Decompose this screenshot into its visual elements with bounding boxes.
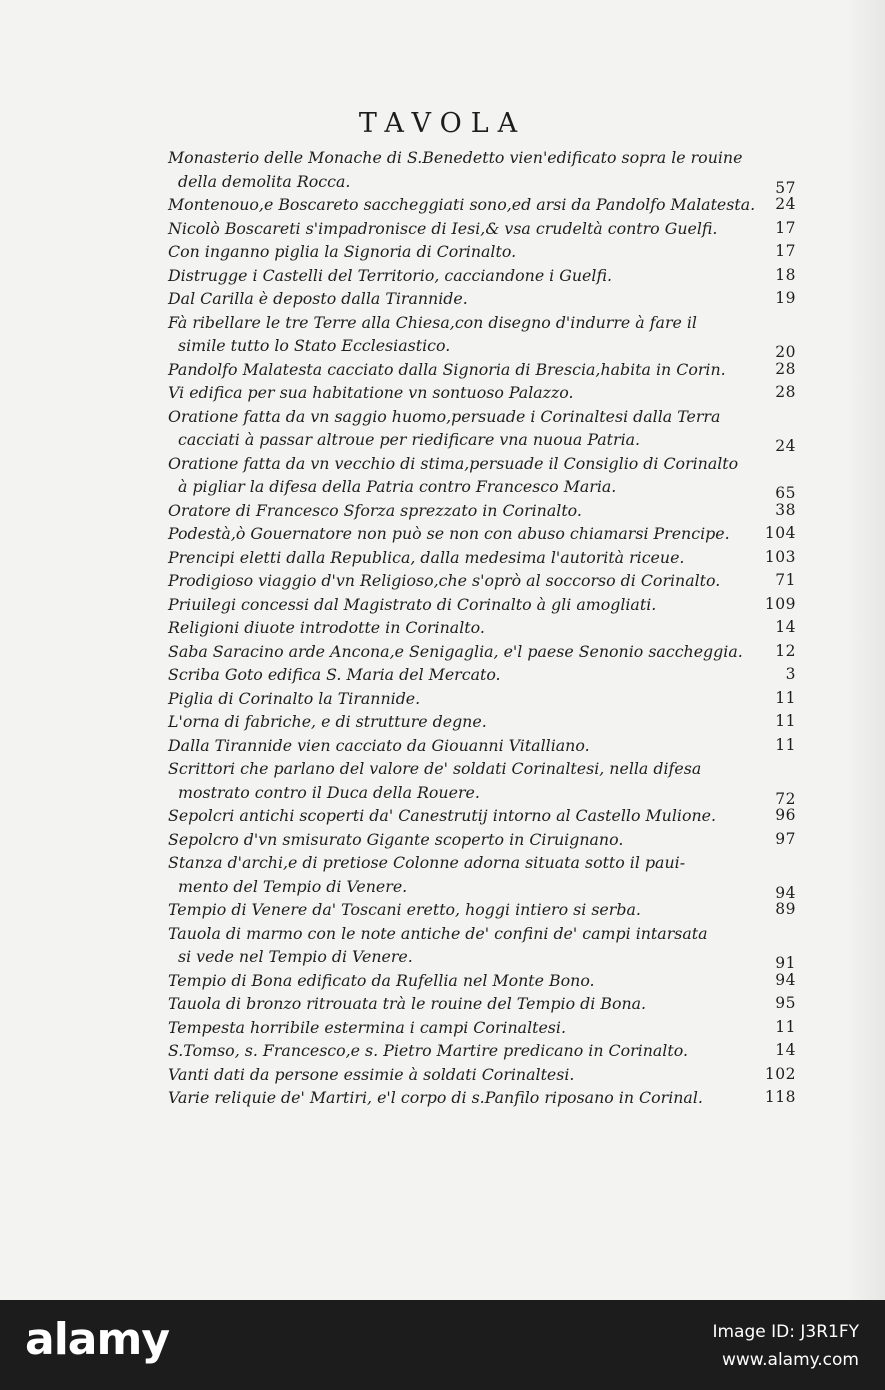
entry-text: Nicolò Boscareti s'impadronisce di Iesi,& vsa crudeltà contro Guelfi. — [168, 218, 718, 238]
index-entry — [168, 992, 796, 1016]
entry-page-number: 14 — [775, 1041, 796, 1059]
entry-text: Podestà,ò Gouernatore non può se non con abuso chiamarsi Prencipe. — [168, 524, 730, 543]
index-entry — [168, 287, 796, 311]
entry-text: Montenouo,e Boscareto saccheggiati sono,ed arsi da Pandolfo Malatesta. — [168, 195, 756, 214]
entry-text-continuation: cacciati à passar altroue per riedificare vna nuoua Patria. — [178, 430, 641, 449]
entry-page-number: 97 — [775, 829, 796, 848]
entry-text: Pandolfo Malatesta cacciato dalla Signoria di Brescia,habita in Corin. — [168, 359, 726, 379]
entry-text: Tempio di Venere da' Toscani eretto, hoggi intiero si serba. — [168, 900, 641, 919]
index-list — [168, 146, 796, 1110]
entry-text: Religioni diuote introdotte in Corinalto. — [168, 618, 485, 637]
entry-page-number: 102 — [764, 1064, 796, 1083]
entry-page-number: 89 — [775, 900, 796, 918]
page-title: TAVOLA — [358, 108, 527, 139]
entry-page-number: 18 — [775, 265, 796, 284]
entry-page-number: 109 — [764, 594, 796, 613]
entry-page-number: 11 — [775, 735, 796, 754]
index-entry — [168, 851, 796, 902]
index-entry — [168, 405, 796, 455]
entry-page-number: 104 — [764, 524, 796, 542]
entry-page-number: 17 — [775, 218, 796, 237]
entry-text: Saba Saracino arde Ancona,e Senigaglia, e'l paese Senonio saccheggia. — [168, 641, 743, 661]
index-entry — [168, 569, 796, 593]
entry-text: Distrugge i Castelli del Territorio, cacciandone i Guelfi. — [168, 265, 613, 285]
entry-text: L'orna di fabriche, e di strutture degne. — [168, 712, 487, 731]
entry-text: Prodigioso viaggio d'vn Religioso,che s'oprò al soccorso di Corinalto. — [168, 571, 721, 590]
index-entry — [168, 898, 796, 922]
entry-text: Dalla Tirannide vien cacciato da Giouanni Vitalliano. — [168, 735, 590, 755]
entry-text-continuation: à pigliar la difesa della Patria contro Francesco Maria. — [178, 477, 617, 496]
index-entry — [168, 311, 796, 361]
entry-text: Oratione fatta da vn vecchio di stima,persuade il Consiglio di Corinalto — [168, 453, 739, 473]
brand-logo: alamy — [25, 1314, 169, 1365]
index-entry — [168, 193, 796, 217]
entry-text: Tauola di bronzo ritrouata trà le rouine del Tempio di Bona. — [168, 994, 647, 1013]
index-entry — [168, 804, 796, 828]
index-entry — [168, 593, 796, 617]
entry-page-number: 19 — [775, 289, 796, 307]
entry-text: Fà ribellare le tre Terre alla Chiesa,con disegno d'indurre à fare il — [168, 312, 697, 332]
index-entry — [168, 687, 796, 711]
entry-page-number: 103 — [764, 547, 796, 566]
index-entry — [168, 1063, 796, 1087]
image-id-label: Image ID: J3R1FY — [712, 1322, 859, 1342]
entry-page-number: 95 — [775, 994, 796, 1012]
entry-page-number: 20 — [775, 343, 796, 361]
entry-page-number: 94 — [775, 883, 796, 902]
entry-text: Sepolcro d'vn smisurato Gigante scoperto in Ciruignano. — [168, 829, 624, 849]
entry-text: Vi edifica per sua habitatione vn sontuoso Palazzo. — [168, 383, 574, 402]
entry-text: Con inganno piglia la Signoria di Corinalto. — [168, 242, 517, 261]
entry-text-continuation: mento del Tempio di Venere. — [178, 876, 408, 896]
entry-page-number: 24 — [775, 437, 796, 455]
entry-page-number: 3 — [785, 665, 796, 683]
entry-page-number: 57 — [775, 178, 796, 197]
watermark-footer — [0, 1300, 885, 1390]
index-entry — [168, 757, 796, 808]
entry-page-number: 38 — [775, 500, 796, 519]
entry-page-number: 28 — [775, 359, 796, 378]
site-url: www.alamy.com — [721, 1350, 859, 1370]
index-entry — [168, 640, 796, 664]
entry-text: Vanti dati da persone essimie à soldati Corinaltesi. — [168, 1064, 575, 1084]
entry-page-number: 24 — [775, 195, 796, 213]
entry-text: Scrittori che parlano del valore de' soldati Corinaltesi, nella difesa — [168, 759, 702, 778]
index-entry — [168, 499, 796, 523]
entry-text: Tauola di marmo con le note antiche de' confini de' campi intarsata — [168, 923, 708, 943]
entry-page-number: 94 — [775, 970, 796, 989]
entry-text: Scriba Goto edifica S. Maria del Mercato. — [168, 665, 501, 684]
entry-text: Sepolcri antichi scoperti da' Canestrutij intorno al Castello Mulione. — [168, 806, 717, 825]
entry-text: Dal Carilla è deposto dalla Tirannide. — [168, 289, 468, 308]
entry-text: Prencipi eletti dalla Republica, dalla medesima l'autorità riceue. — [168, 547, 685, 567]
entry-text: Tempesta horribile estermina i campi Corinaltesi. — [168, 1017, 566, 1037]
index-entry — [168, 922, 796, 972]
entry-page-number: 118 — [764, 1088, 796, 1106]
entry-page-number: 72 — [775, 789, 796, 808]
index-entry — [168, 240, 796, 264]
entry-text: Stanza d'archi,e di pretiose Colonne adorna situata sotto il paui- — [168, 853, 686, 872]
entry-page-number: 91 — [775, 954, 796, 972]
entry-text-continuation: della demolita Rocca. — [178, 171, 351, 191]
entry-text-continuation: mostrato contro il Duca della Rouere. — [178, 782, 480, 802]
index-entry — [168, 146, 796, 197]
index-entry — [168, 452, 796, 502]
entry-page-number: 11 — [775, 688, 796, 707]
entry-page-number: 96 — [775, 806, 796, 824]
index-entry — [168, 1016, 796, 1040]
entry-page-number: 71 — [775, 571, 796, 589]
index-entry — [168, 217, 796, 241]
index-entry — [168, 710, 796, 734]
index-entry — [168, 828, 796, 852]
entry-text: Oratione fatta da vn saggio huomo,persuade i Corinaltesi dalla Terra — [168, 406, 721, 426]
index-entry — [168, 1086, 796, 1110]
index-entry — [168, 264, 796, 288]
index-entry — [168, 616, 796, 640]
entry-text-continuation: si vede nel Tempio di Venere. — [178, 947, 413, 966]
index-entry — [168, 734, 796, 758]
entry-text: Piglia di Corinalto la Tirannide. — [168, 688, 421, 708]
index-entry — [168, 358, 796, 382]
index-entry — [168, 663, 796, 687]
entry-text: S.Tomso, s. Francesco,e s. Pietro Martire predicano in Corinalto. — [168, 1041, 688, 1060]
index-entry — [168, 522, 796, 546]
index-entry — [168, 381, 796, 405]
entry-page-number: 28 — [775, 383, 796, 401]
index-entry — [168, 1039, 796, 1063]
entry-text-continuation: simile tutto lo Stato Ecclesiastico. — [178, 336, 451, 355]
page-edge-shadow — [845, 0, 885, 1300]
entry-page-number: 12 — [775, 641, 796, 660]
entry-page-number: 17 — [775, 242, 796, 260]
index-entry — [168, 546, 796, 570]
entry-text: Tempio di Bona edificato da Rufellia nel Monte Bono. — [168, 970, 595, 990]
entry-page-number: 14 — [775, 618, 796, 636]
entry-text: Oratore di Francesco Sforza sprezzato in Corinalto. — [168, 500, 582, 520]
entry-text: Varie reliquie de' Martiri, e'l corpo di s.Panfilo riposano in Corinal. — [168, 1088, 703, 1107]
entry-page-number: 65 — [775, 484, 796, 502]
index-entry — [168, 969, 796, 993]
entry-text: Monasterio delle Monache di S.Benedetto vien'edificato sopra le rouine — [168, 148, 743, 167]
entry-text: Priuilegi concessi dal Magistrato di Corinalto à gli amogliati. — [168, 594, 657, 614]
entry-page-number: 11 — [775, 712, 796, 730]
entry-page-number: 11 — [775, 1017, 796, 1036]
